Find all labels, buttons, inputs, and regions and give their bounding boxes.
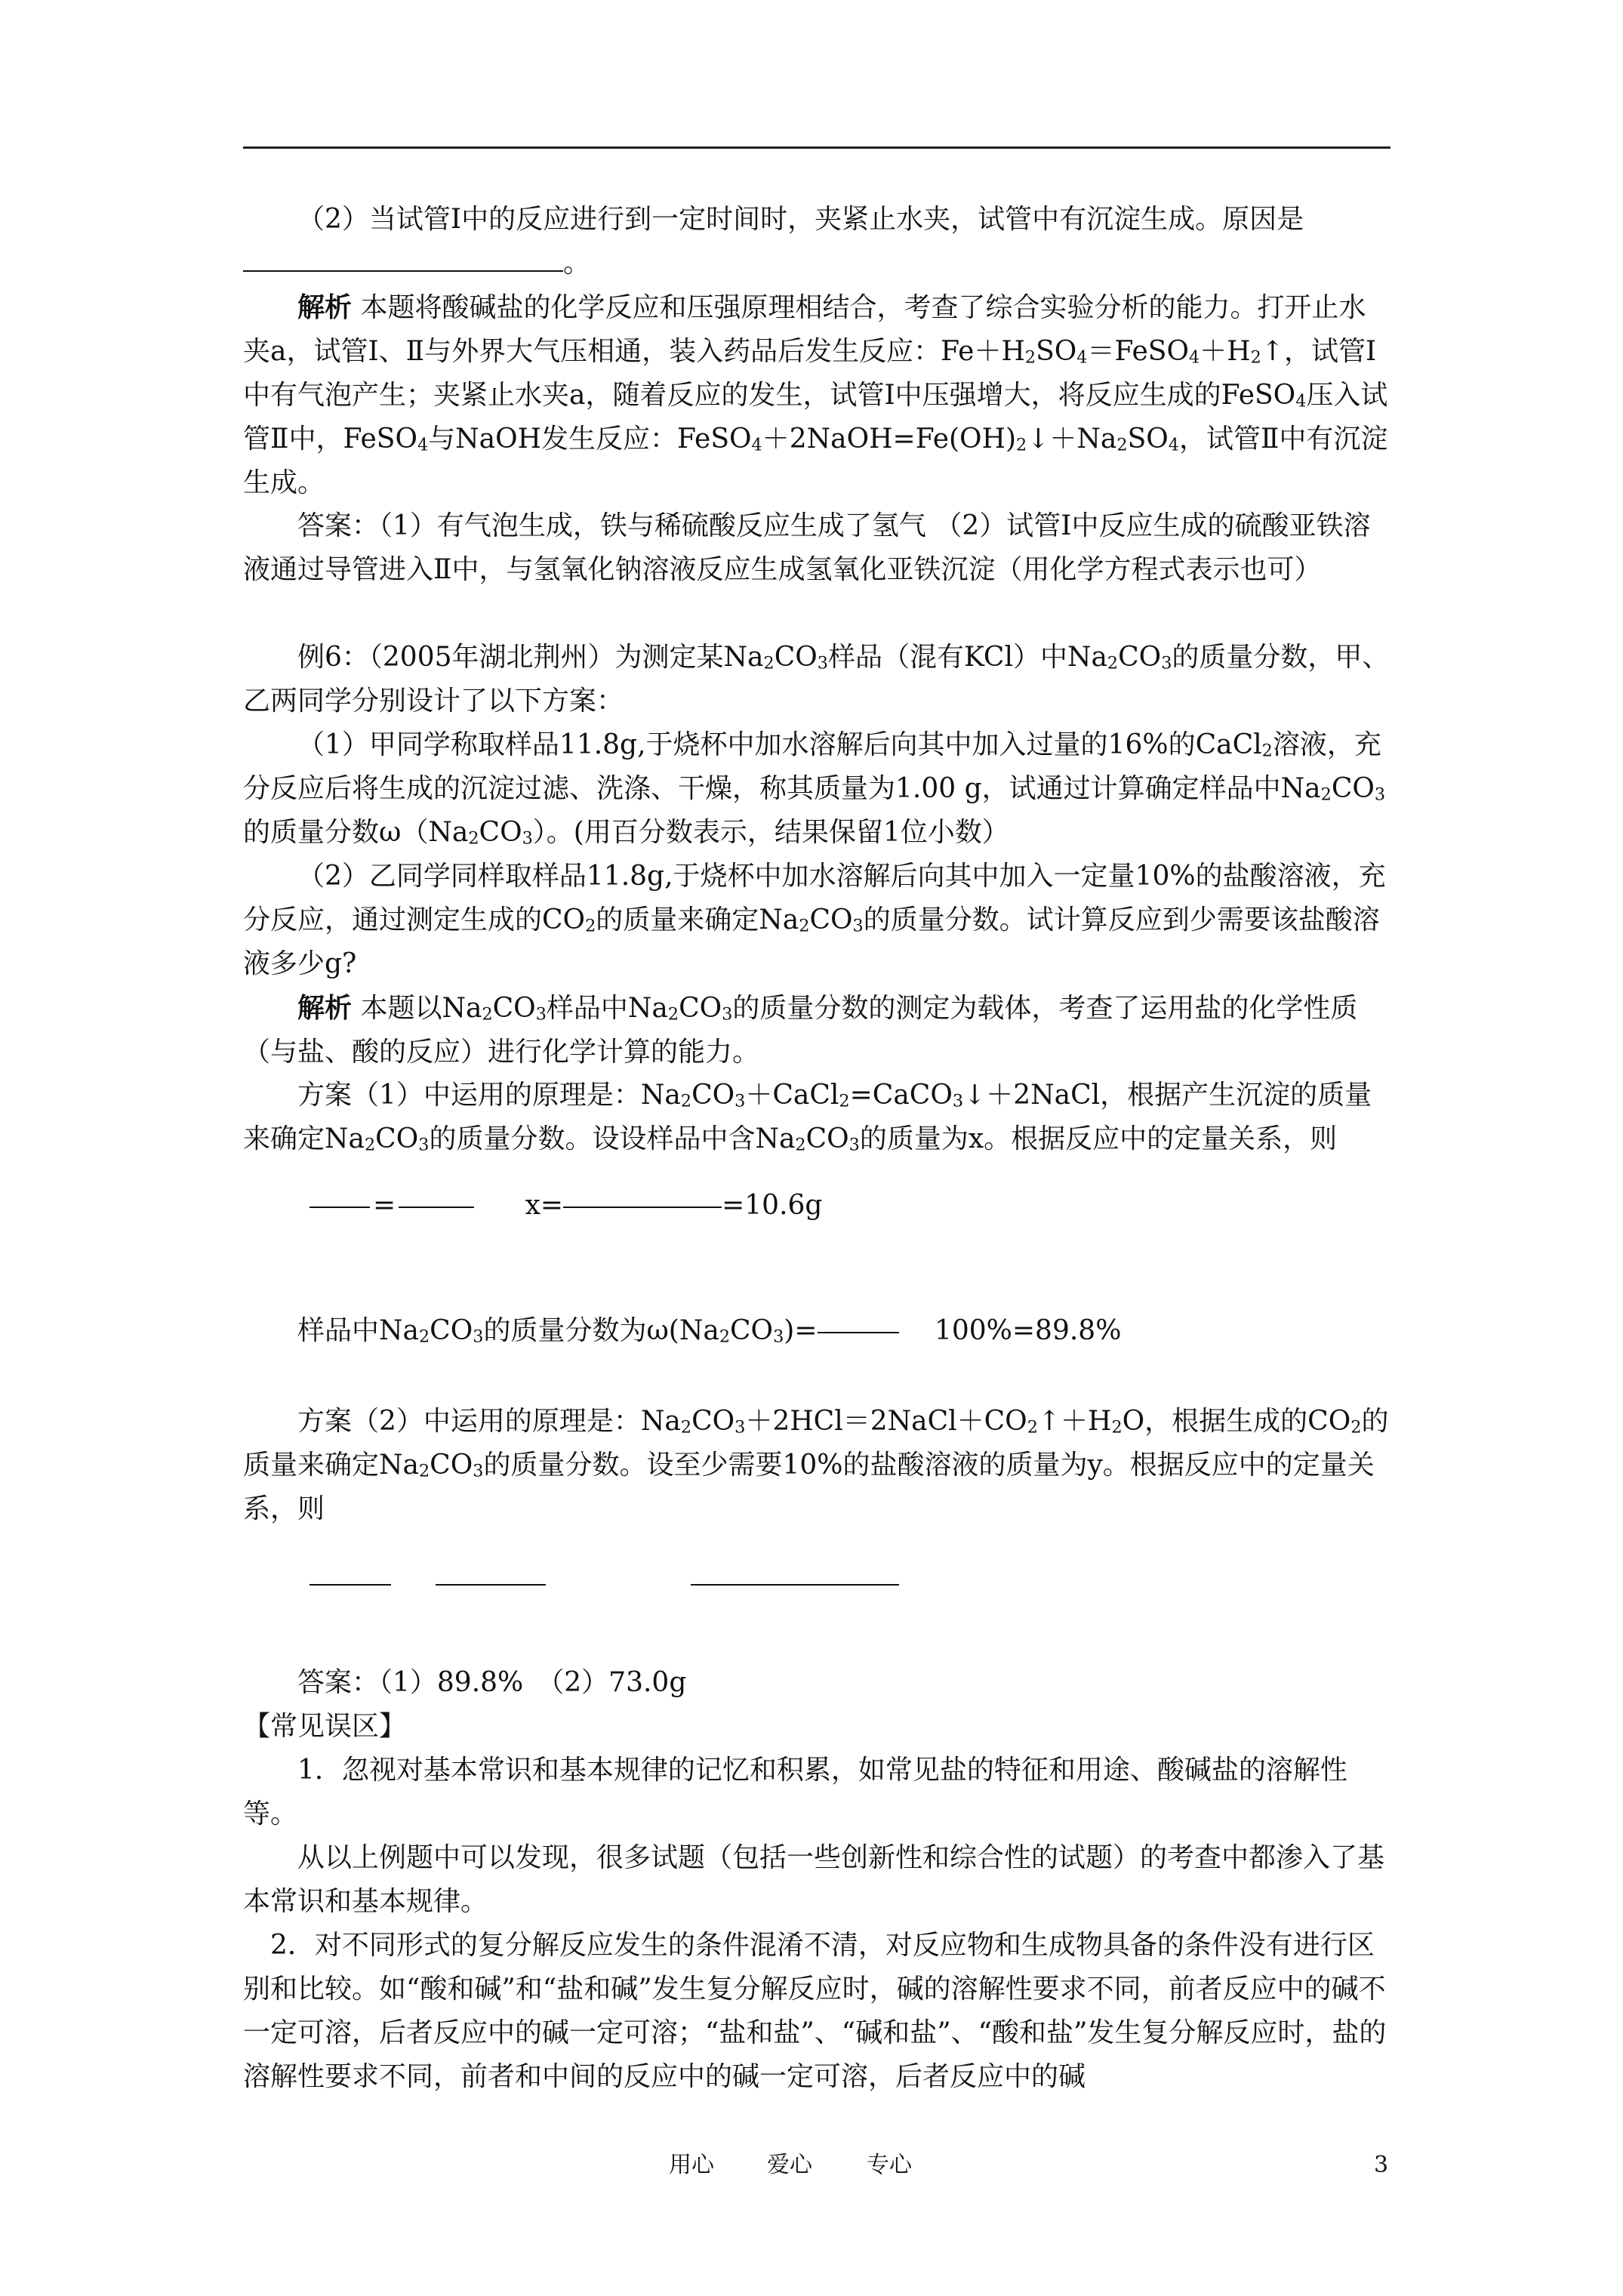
error-1: 1．忽视对基本常识和基本规律的记忆和积累，如常见盐的特征和用途、酸碱盐的溶解性等。	[243, 1755, 1347, 1829]
answer-1: 答案：（1）有气泡生成，铁与稀硫酸反应生成了氢气 （2）试管Ⅰ中反应生成的硫酸亚铁溶液通过导管进入Ⅱ中，与氢氧化钠溶液反应生成氢氧化亚铁沉淀（用化学方程式表示也可）	[243, 510, 1371, 585]
footer-text-3: 专心	[867, 2152, 912, 2178]
equation-1: = x= =10.6g	[310, 1184, 822, 1228]
example-6-part-2: （2）乙同学同样取样品11.8g,于烧杯中加水溶解后向其中加入一定量10%的盐酸溶液，充分反应，通过测定生成的$CO_2$的质量来确定$Na_2CO_3$的质量分数。试计算反应到少需要该盐酸溶液多少g?	[243, 861, 1386, 979]
question-2: （2）当试管Ⅰ中的反应进行到一定时间时，夹紧止水夹，试管中有沉淀生成。原因是 。	[243, 198, 1392, 285]
answer-blank	[243, 270, 563, 272]
analysis-label: 解析	[297, 992, 353, 1024]
analysis-2: 解析 本题以$Na_2CO_3$样品中$Na_2CO_3$的质量分数的测定为载体，考查了运用盐的化学性质（与盐、酸的反应）进行化学计算的能力。	[243, 992, 1358, 1068]
fraction-bar	[310, 1207, 370, 1208]
section-heading-common-errors: 【常见误区】	[243, 1711, 407, 1742]
answer-2: 答案：（1）89.8% （2）73.0g	[297, 1667, 687, 1698]
footer-text-2: 爱心	[767, 2152, 812, 2178]
page-number: 3	[1374, 2152, 1389, 2178]
error-1-note: 从以上例题中可以发现，很多试题（包括一些创新性和综合性的试题）的考查中都渗入了基本常识和基本规律。	[243, 1842, 1385, 1917]
fraction-bar	[818, 1332, 899, 1333]
mass-fraction-line: 样品中$Na_2CO_3$的质量分数为$\omega(Na_2CO_3)= 100\%=89.8\%$	[297, 1315, 1122, 1347]
header-rule	[243, 146, 1390, 149]
fraction-bar	[436, 1584, 546, 1586]
example-6: 例6：（2005年湖北荆州）为测定某$Na_2CO_3$样品（混有KCl）中$Na_2CO_3$的质量分数，甲、乙两同学分别设计了以下方案：	[243, 642, 1390, 717]
error-2: 2．对不同形式的复分解反应发生的条件混淆不清，对反应物和生成物具备的条件没有进行区别和比较。如“酸和碱”和“盐和碱”发生复分解反应时，碱的溶解性要求不同，前者反应中的碱不一定可溶，后者反应中的碱一定可溶；“盐和盐”、“碱和盐”、“酸和盐”发生复分解反应时，盐的溶解性要求不同，前者和中间的反应中的碱一定可溶，后者反应中的碱	[243, 1930, 1387, 2092]
fraction-bar	[691, 1584, 899, 1586]
equation-2	[310, 1561, 899, 1605]
plan-2: 方案（2）中运用的原理是：$Na_2CO_3+2HCl=2NaCl+CO_2↑+H_2O$，根据生成的$CO_2$的质量来确定$Na_2CO_3$的质量分数。设至少需要10%的盐酸溶液的质量为y。根据反应中的定量关系，则	[243, 1406, 1389, 1524]
fraction-bar	[563, 1207, 722, 1208]
analysis-label: 解析	[297, 291, 353, 323]
fraction-bar	[310, 1584, 391, 1586]
analysis-1: 解析 本题将酸碱盐的化学反应和压强原理相结合，考查了综合实验分析的能力。打开止水夹a，试管Ⅰ、Ⅱ与外界大气压相通，装入药品后发生反应：$Fe+H_2SO_4=FeSO_4+H_2↑$，试管Ⅰ中有气泡产生；夹紧止水夹a，随着反应的发生，试管Ⅰ中压强增大，将反应生成的FeSO$_4$压入试管Ⅱ中，FeSO$_4$与NaOH发生反应：$FeSO_4+2NaOH=Fe(OH)_2↓+Na_2SO_4$，试管Ⅱ中有沉淀生成。	[243, 291, 1388, 498]
footer-text-1: 用心	[669, 2152, 714, 2178]
plan-1: 方案（1）中运用的原理是：$Na_2CO_3+CaCl_2=CaCO_3↓+2NaCl$，根据产生沉淀的质量来确定$Na_2CO_3$的质量分数。设设样品中含$Na_2CO_3$的质量为x。根据反应中的定量关系，则	[243, 1080, 1372, 1155]
example-6-part-1: （1）甲同学称取样品11.8g,于烧杯中加水溶解后向其中加入过量的16%的CaCl$_2$溶液，充分反应后将生成的沉淀过滤、洗涤、干燥，称其质量为1.00 g，试通过计算确定样品中$Na_2CO_3$的质量分数$\omega(Na_2CO_3)$。(用百分数表示，结果保留1位小数）	[243, 729, 1386, 849]
fraction-bar	[399, 1207, 474, 1208]
